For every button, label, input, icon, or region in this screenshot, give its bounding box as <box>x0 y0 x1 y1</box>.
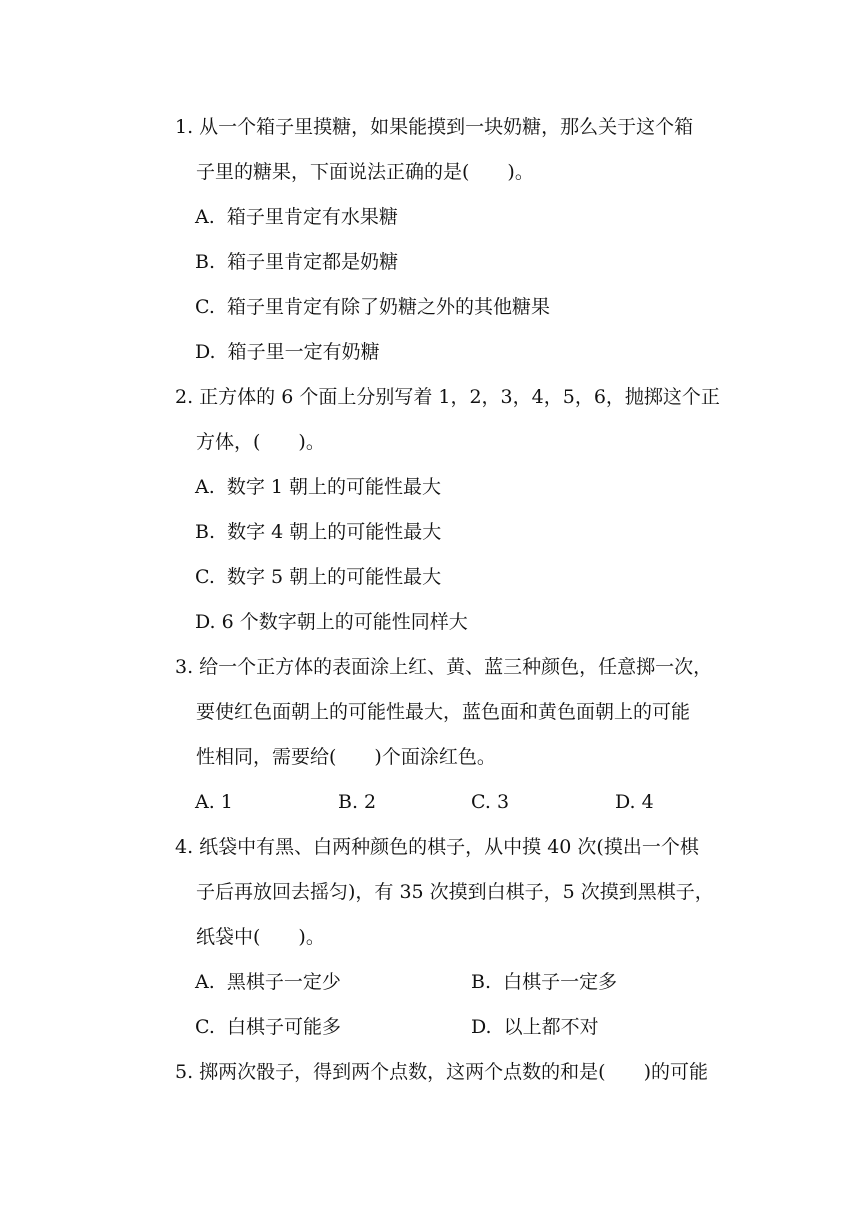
question-3-text-line-3: 性相同，需要给( )个面涂红色。 <box>196 746 496 768</box>
question-1-text-line-2: 子里的糖果，下面说法正确的是( )。 <box>196 161 534 183</box>
question-3-text-line-2: 要使红色面朝上的可能性最大，蓝色面和黄色面朝上的可能 <box>196 701 691 723</box>
question-4-text-line-3: 纸袋中( )。 <box>196 926 325 948</box>
question-4-option-c: C. 白棋子可能多 <box>195 1016 341 1038</box>
question-4-option-d: D. 以上都不对 <box>471 1016 599 1038</box>
question-1-option-c: C. 箱子里肯定有除了奶糖之外的其他糖果 <box>195 296 550 318</box>
question-2-option-d: D. 6 个数字朝上的可能性同样大 <box>195 611 468 633</box>
question-5-text-line-1: 5. 掷两次骰子，得到两个点数，这两个点数的和是( )的可能 <box>175 1061 708 1083</box>
question-2-option-b: B. 数字 4 朝上的可能性最大 <box>195 521 442 543</box>
question-2-option-a: A. 数字 1 朝上的可能性最大 <box>195 476 442 498</box>
question-4-option-b: B. 白棋子一定多 <box>471 971 618 993</box>
question-2-option-c: C. 数字 5 朝上的可能性最大 <box>195 566 442 588</box>
question-3-text-line-1: 3. 给一个正方体的表面涂上红、黄、蓝三种颜色，任意掷一次， <box>175 656 713 678</box>
question-1-option-d: D. 箱子里一定有奶糖 <box>195 341 380 363</box>
question-4-text-line-1: 4. 纸袋中有黑、白两种颜色的棋子，从中摸 40 次(摸出一个棋 <box>175 836 699 858</box>
question-4-text-line-2: 子后再放回去摇匀)，有 35 次摸到白棋子，5 次摸到黑棋子， <box>196 881 714 903</box>
question-3-option-c: C. 3 <box>471 791 510 813</box>
question-4-option-a: A. 黑棋子一定少 <box>195 971 341 993</box>
question-3-option-a: A. 1 <box>195 791 233 813</box>
question-3-option-d: D. 4 <box>615 791 654 813</box>
question-1-option-a: A. 箱子里肯定有水果糖 <box>195 206 398 228</box>
question-2-text-line-1: 2. 正方体的 6 个面上分别写着 1，2，3，4，5，6，抛掷这个正 <box>175 386 720 408</box>
question-1-option-b: B. 箱子里肯定都是奶糖 <box>195 251 399 273</box>
question-1-text-line-1: 1. 从一个箱子里摸糖，如果能摸到一块奶糖，那么关于这个箱 <box>175 116 694 138</box>
question-3-option-b: B. 2 <box>338 791 377 813</box>
question-2-text-line-2: 方体，( )。 <box>196 431 325 453</box>
